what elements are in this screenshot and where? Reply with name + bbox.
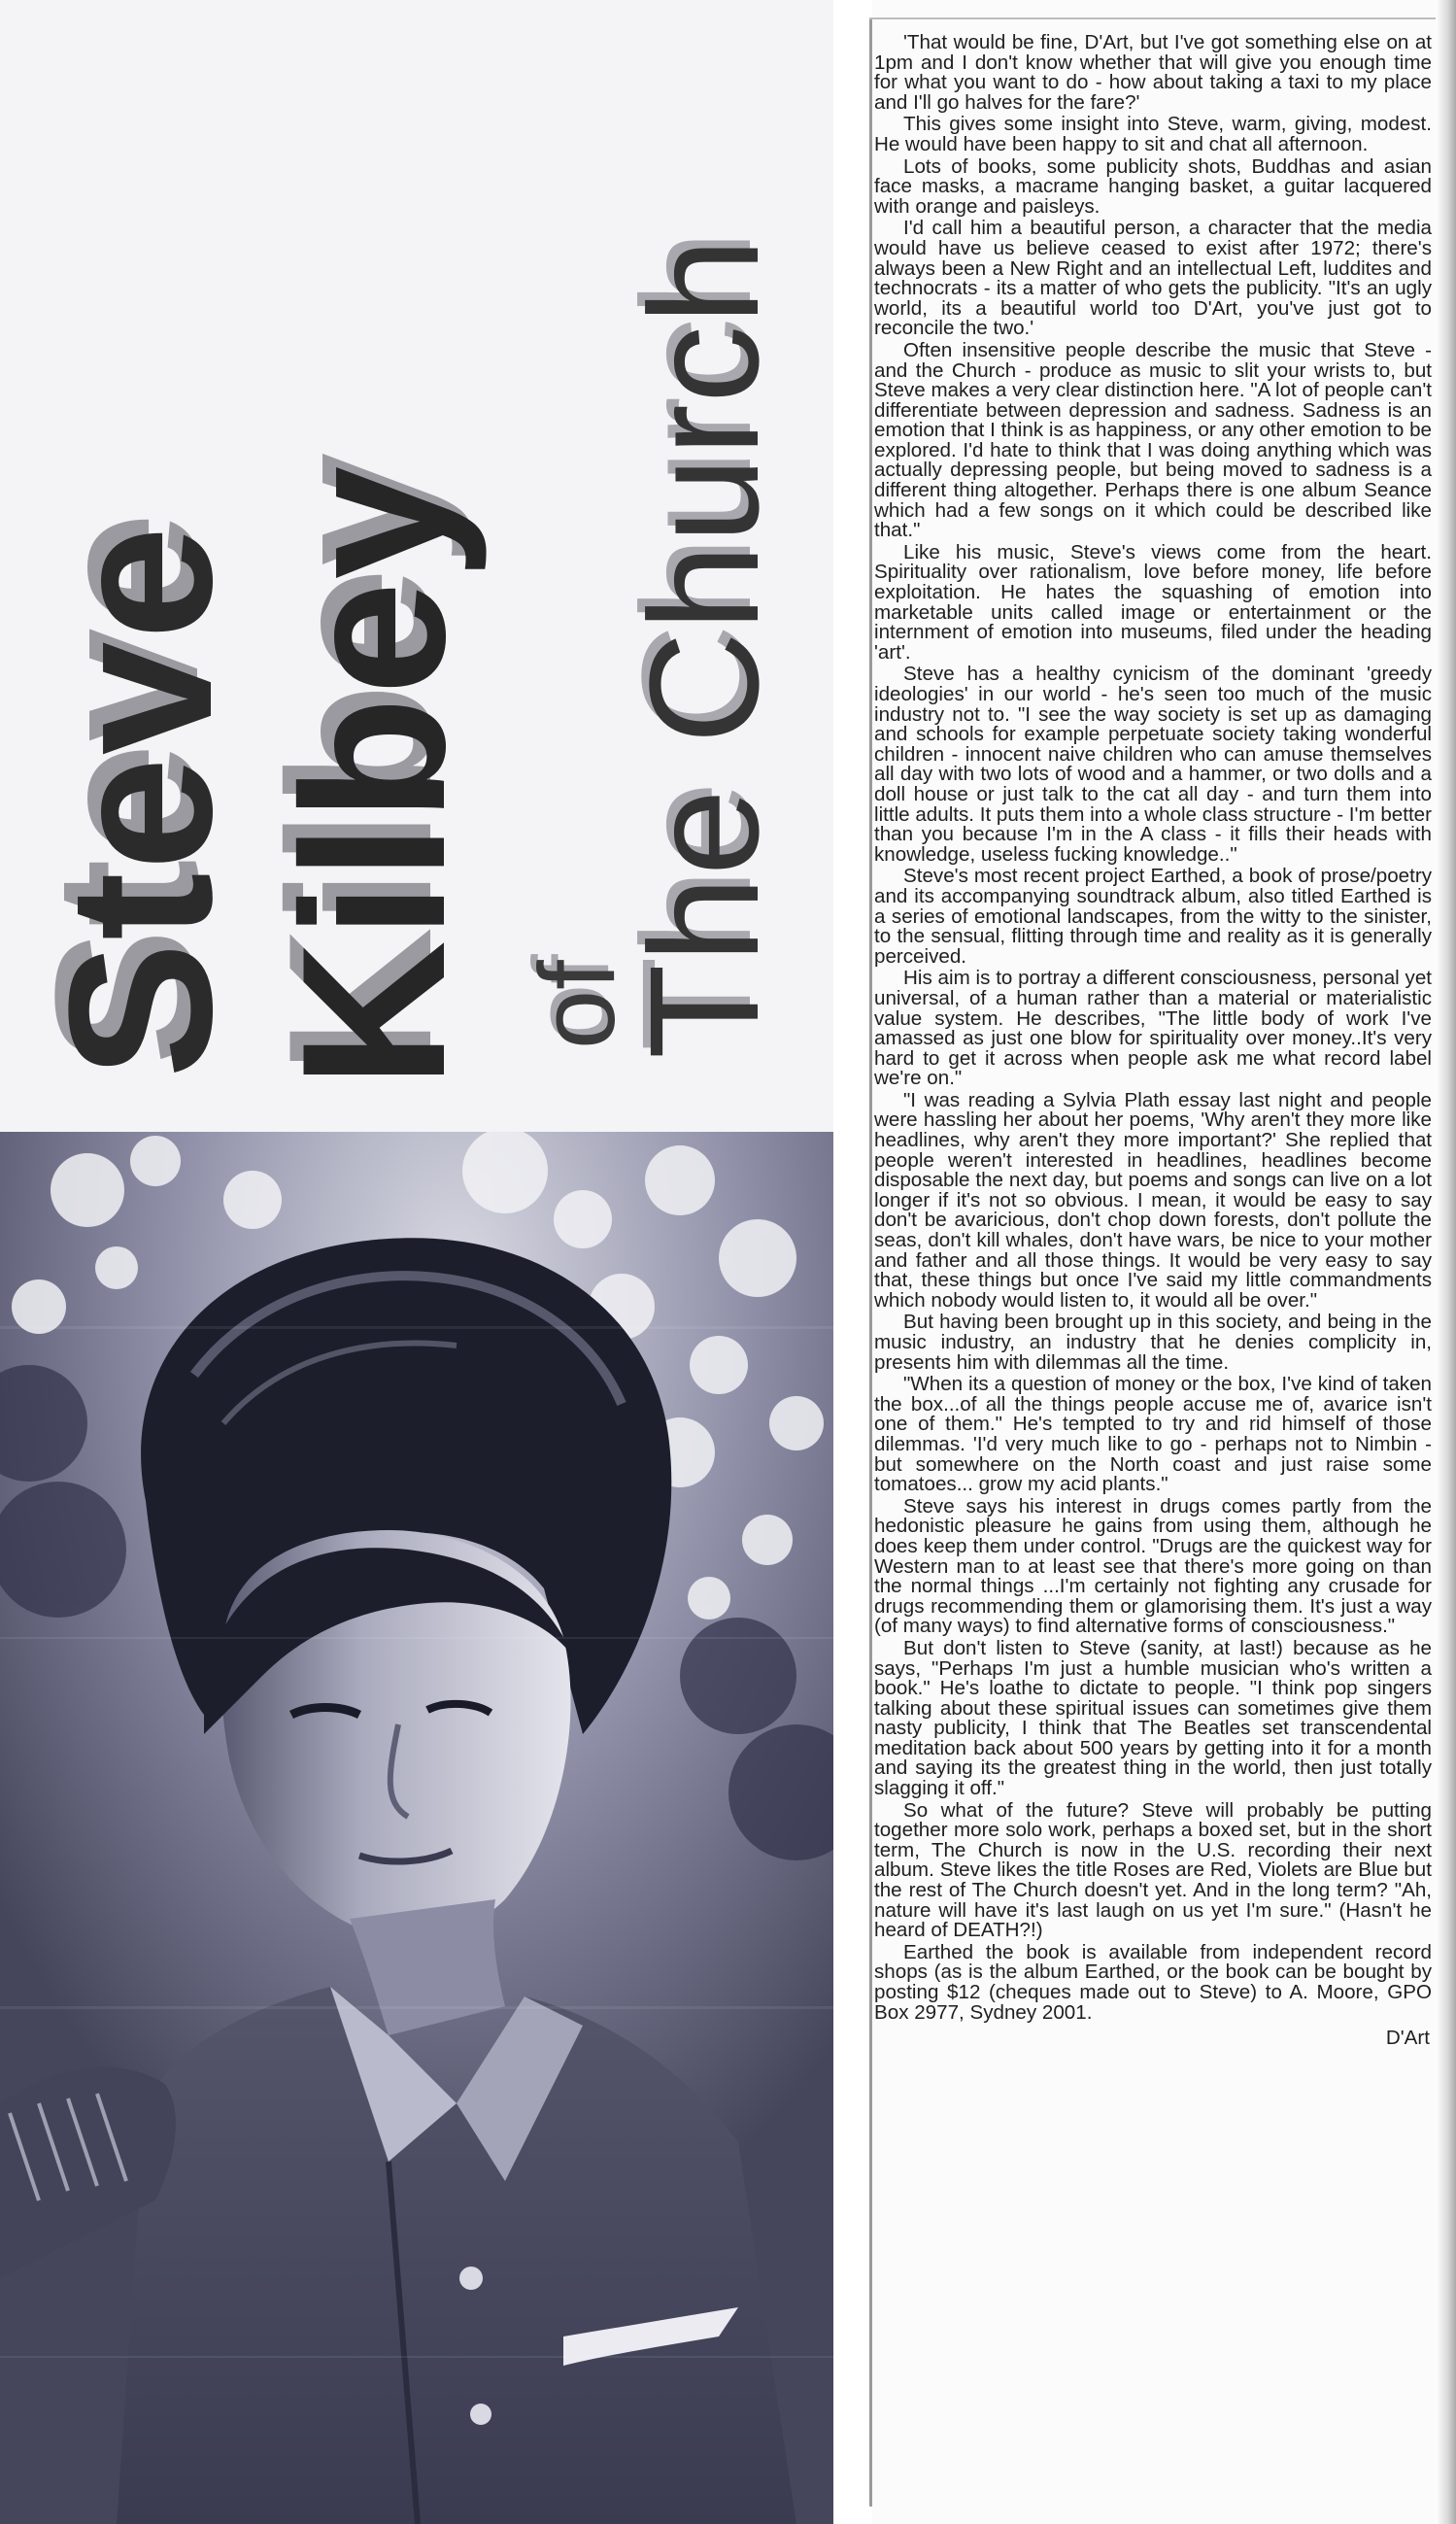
article-paragraph: So what of the future? Steve will probably be putting together more solo work, perhaps a boxed set, but in the short term, The Church is now in the U.S. recording their next album. Steve likes the title Roses are Red, Violets are Blue but the rest of The Church doesn't yet. And in the long term? "Ah, nature will have it's last laugh on us yet I'm sure." (Hasn't he heard of DEATH?!) <box>874 1798 1432 1942</box>
title-steve: Steve <box>26 524 254 1078</box>
article-paragraph: "When its a question of money or the box, I've kind of taken the box...of all the things people accuse me of, avarice isn't one of them." He's tempted to try and rid himself of those dilemmas. 'I'd very much like to go - perhaps not to Nimbin - but somewhere on the North coast and just raise some tomatoes... grow my acid plants." <box>874 1373 1432 1496</box>
article-paragraph: 'That would be fine, D'Art, but I've got something else on at 1pm and I don't know whether that will give you enough time for what you want to do - how about taking a taxi to my place and I'll go halves for the fare?' <box>874 31 1432 114</box>
article-paragraph: This gives some insight into Steve, warm, giving, modest. He would have been happy to sit and chat all afternoon. <box>874 113 1432 155</box>
article-paragraph: But don't listen to Steve (sanity, at last!) because as he says, "Perhaps I'm just a humble musician who's written a book." He's loathe to dictate to people. "I think pop singers talking about these spiritual issues can sometimes give them nasty publicity, I think that The Beatles set transcendental meditation back about 500 years by getting into it for a month and saying its the greatest thing in the world, then just totally slagging it off." <box>874 1636 1432 1800</box>
column-divider-rule <box>869 19 872 2507</box>
title-the-church: The Church <box>617 237 791 1059</box>
article-paragraph: Steve has a healthy cynicism of the dominant 'greedy ideologies' in our world - he's seen too much of the music industry not to. "I see the way society is set up as damaging and schools for example perpetuate society taking wonderful children - innocent naive children who can amuse themselves all day with two lots of wood and a hammer, or two dolls and a doll house or just talk to the cat all day - and turn them into little adults. It puts them into a whole class structure - I'm better than you because I'm in the A class - it fills their heads with knowledge, useless fucking knowledge.." <box>874 663 1432 866</box>
article-paragraph: I'd call him a beautiful person, a character that the media would have us believe ceased to exist after 1972; there's always been a New Right and an intellectual Left, luddites and technocrats - its a matter of who gets the publicity. "It's an ugly world, its a beautiful world too D'Art, you've just got to reconcile the two.' <box>874 217 1432 340</box>
article-paragraph: Steve says his interest in drugs comes partly from the hedonistic pleasure he gains from using them, although he does keep them under control. "Drugs are the quickest way for Western man to at least see that there's more going on than the normal things ...I'm certainly not fighting any crusade for drugs recommending them or glamorising them. It's just a way (of many ways) to find alternative forms of consciousness." <box>874 1494 1432 1638</box>
article-paragraph: Often insensitive people describe the music that Steve - and the Church - produce as music to slit your wrists to, but Steve makes a very clear distinction here. "A lot of people can't differentiate between depression and sadness. Sadness is an emotion that I think is as happiness, or any other emotion to be explored. I'd hate to think that I was doing anything which was actually depressing people, but being moved to sadness is a different thing altogether. Perhaps there is one album Seance which had a few songs on it which could be described like that." <box>874 338 1432 542</box>
portrait-photo <box>0 1132 833 2524</box>
column-gutter <box>833 0 872 2524</box>
title-kilbey: Kilbey <box>259 463 488 1088</box>
article-paragraph: Lots of books, some publicity shots, Buddhas and asian face masks, a macrame hanging basket, a guitar lacquered with orange and paisleys. <box>874 154 1432 218</box>
portrait-photo-illustration <box>0 1132 833 2524</box>
article-paragraph: Steve's most recent project Earthed, a book of prose/poetry and its accompanying soundtrack album, also titled Earthed is a series of emotional landscapes, from the witty to the sinister, to the sensual, flitting through time and reality as it is generally perceived. <box>874 865 1432 968</box>
article-paragraph: Earthed the book is available from independent record shops (as is the album Earthed, or the book can be bought by posting $12 (cheques made out to Steve) to A. Moore, GPO Box 2977, Sydney 2001. <box>874 1940 1432 2024</box>
title-of: of <box>518 960 637 1049</box>
scan-edge-shadow <box>1436 0 1456 2524</box>
article-body <box>874 33 1432 2051</box>
article-paragraph: Like his music, Steve's views come from the heart. Spirituality over rationalism, love before money, life before exploitation. He hates the squashing of emotion into marketable units called image or entertainment or the internment of emotion into museums, filed under the heading 'art'. <box>874 540 1432 664</box>
article-paragraph: But having been brought up in this society, and being in the music industry, an industry that he denies complicity in, presents him with dilemmas all the time. <box>874 1311 1432 1374</box>
article-paragraph: "I was reading a Sylvia Plath essay last night and people were hassling her about her poems, 'Why aren't they more like headlines, why aren't they more important?' She replied that people weren't interested in headlines, headlines become disposable the next day, but poems and songs can live on a lot longer if it's not so obvious. I mean, it would be easy to say don't be avaricious, don't chop down forests, don't pollute the seas, don't kill whales, don't have wars, be nice to your mother and father and all those things. It would be very easy to say that, these things but once I've said my little commandments which nobody would listen to, it would all be over." <box>874 1088 1432 1312</box>
author-signoff: D'Art <box>1385 2027 1430 2050</box>
article-paragraph: His aim is to portray a different consciousness, personal yet universal, of a human rather than a material or materialistic value system. He describes, "The little body of work I've amassed as just one blow for spirituality over money..It's very hard to get it across when people ask me what record label we're on." <box>874 967 1432 1090</box>
top-rule-line <box>869 17 1452 19</box>
title-block <box>0 0 833 1132</box>
